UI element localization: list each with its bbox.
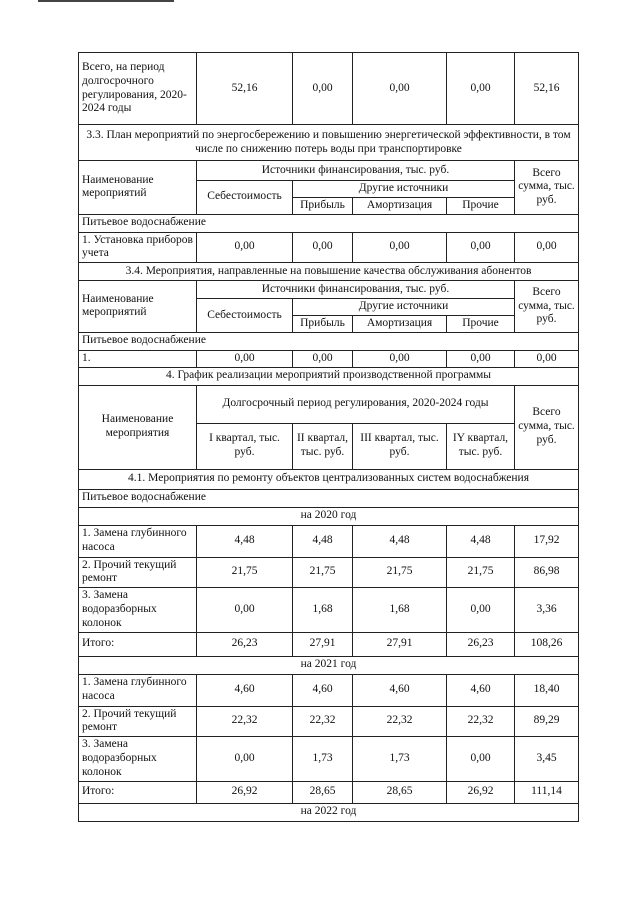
row-value: 0,00 [515,232,579,263]
row-value: 0,00 [353,232,447,263]
section-4-total-header: Всего сумма, тыс. руб. [515,385,579,469]
row-value: 0,00 [197,588,293,632]
section-4-period-header: Долгосрочный период регулирования, 2020-2024 годы [197,385,515,423]
table-row [79,674,579,706]
total-value: 27,91 [293,632,353,656]
section-3-3-cost-header: Себестоимость [197,181,293,215]
year-2022-row [79,803,579,821]
period-total-amort: 0,00 [353,53,447,125]
row-value: 3,45 [515,737,579,781]
total-label: Итого: [79,781,197,803]
row-value: 0,00 [447,737,515,781]
year-2021-label: на 2021 год [79,656,579,674]
section-3-3-total-header: Всего сумма, тыс. руб. [515,161,579,215]
section-4-1-group-row [79,489,579,507]
total-value: 111,14 [515,781,579,803]
section-3-4-header-row-1 [79,281,579,299]
row-name: 1. Замена глубинного насоса [79,674,197,706]
section-4-title-row [79,367,579,385]
row-value: 4,48 [197,525,293,557]
section-3-3-title-row [79,125,579,161]
section-3-3-amort-header: Амортизация [353,197,447,214]
year-2020-row [79,507,579,525]
section-3-4-amort-header: Амортизация [353,315,447,332]
section-4-q1-header: I квартал, тыс. руб. [197,423,293,469]
section-3-4-total-header: Всего сумма, тыс. руб. [515,281,579,333]
total-value: 26,92 [197,781,293,803]
row-name: 1. [79,350,197,367]
year-2021-row [79,656,579,674]
total-value: 28,65 [353,781,447,803]
row-value: 0,00 [447,232,515,263]
row-value: 0,00 [447,350,515,367]
year-2022-label: на 2022 год [79,803,579,821]
row-value: 22,32 [447,706,515,737]
section-4-q2-header: II квартал, тыс. руб. [293,423,353,469]
table-row [79,557,579,588]
section-4-1-title-row [79,469,579,489]
row-value: 21,75 [293,557,353,588]
row-value: 0,00 [293,350,353,367]
section-3-4-misc-header: Прочие [447,315,515,332]
row-value: 0,00 [293,232,353,263]
year-2020-label: на 2020 год [79,507,579,525]
row-value: 4,48 [447,525,515,557]
section-3-3-group-row [79,214,579,232]
section-3-4-title: 3.4. Мероприятия, направленные на повышение качества обслуживания абонентов [79,263,579,281]
row-value: 1,73 [353,737,447,781]
table-row [79,525,579,557]
total-label: Итого: [79,632,197,656]
row-value: 89,29 [515,706,579,737]
row-value: 1,73 [293,737,353,781]
section-4-q3-header: III квартал, тыс. руб. [353,423,447,469]
page-top-rule [38,0,174,2]
row-value: 0,00 [447,588,515,632]
total-value: 28,65 [293,781,353,803]
row-value: 86,98 [515,557,579,588]
row-value: 22,32 [197,706,293,737]
table-row [79,232,579,263]
section-3-4-group-row [79,332,579,350]
total-value: 27,91 [353,632,447,656]
row-value: 4,60 [197,674,293,706]
row-value: 22,32 [293,706,353,737]
row-value: 21,75 [353,557,447,588]
section-3-3-misc-header: Прочие [447,197,515,214]
row-name: 3. Замена водоразборных колонок [79,588,197,632]
row-value: 0,00 [197,350,293,367]
total-value: 26,92 [447,781,515,803]
row-value: 4,60 [293,674,353,706]
table-row [79,706,579,737]
row-name: 1. Замена глубинного насоса [79,525,197,557]
section-3-4-other-header: Другие источники [293,299,515,316]
row-value: 18,40 [515,674,579,706]
row-value: 1,68 [293,588,353,632]
section-4-title: 4. График реализации мероприятий производственной программы [79,367,579,385]
row-value: 0,00 [515,350,579,367]
row-value: 4,48 [353,525,447,557]
section-3-4-name-header: Наименование мероприятий [79,281,197,333]
table-row [79,588,579,632]
row-value: 4,60 [447,674,515,706]
section-4-1-title: 4.1. Мероприятия по ремонту объектов централизованных систем водоснабжения [79,469,579,489]
row-value: 21,75 [447,557,515,588]
section-3-4-sources-header: Источники финансирования, тыс. руб. [197,281,515,299]
section-3-3-name-header: Наименование мероприятий [79,161,197,215]
row-value: 3,36 [515,588,579,632]
row-value: 0,00 [353,350,447,367]
row-value: 22,32 [353,706,447,737]
section-3-3-profit-header: Прибыль [293,197,353,214]
row-value: 0,00 [197,232,293,263]
period-total-sum: 52,16 [515,53,579,125]
row-name: 3. Замена водоразборных колонок [79,737,197,781]
section-3-3-sources-header: Источники финансирования, тыс. руб. [197,161,515,181]
row-value: 17,92 [515,525,579,557]
row-value: 4,48 [293,525,353,557]
program-table [78,52,579,822]
section-3-3-title: 3.3. План мероприятий по энергосбережению и повышению энергетической эффективности, в том числе по снижению потерь воды при транспортировке [79,125,579,161]
row-value: 21,75 [197,557,293,588]
row-value: 0,00 [197,737,293,781]
period-total-cost: 52,16 [197,53,293,125]
section-3-3-header-row-1 [79,161,579,181]
section-3-4-group: Питьевое водоснабжение [79,332,579,350]
total-value: 26,23 [197,632,293,656]
row-name: 2. Прочий текущий ремонт [79,706,197,737]
section-4-q4-header: IY квартал, тыс. руб. [447,423,515,469]
total-value: 108,26 [515,632,579,656]
section-3-4-profit-header: Прибыль [293,315,353,332]
period-total-misc: 0,00 [447,53,515,125]
section-3-3-group: Питьевое водоснабжение [79,214,579,232]
section-3-4-cost-header: Себестоимость [197,299,293,333]
row-name: 1. Установка приборов учета [79,232,197,263]
row-value: 1,68 [353,588,447,632]
section-4-1-group: Питьевое водоснабжение [79,489,579,507]
total-row [79,632,579,656]
period-total-label: Всего, на период долгосрочного регулирования, 2020-2024 годы [79,53,197,125]
section-4-name-header: Наименование мероприятия [79,385,197,469]
section-3-4-title-row [79,263,579,281]
period-total-profit: 0,00 [293,53,353,125]
period-total-row [79,53,579,125]
table-row [79,737,579,781]
table-row [79,350,579,367]
total-row [79,781,579,803]
row-name: 2. Прочий текущий ремонт [79,557,197,588]
section-4-header-row-1 [79,385,579,423]
row-value: 4,60 [353,674,447,706]
section-3-3-other-header: Другие источники [293,181,515,198]
total-value: 26,23 [447,632,515,656]
